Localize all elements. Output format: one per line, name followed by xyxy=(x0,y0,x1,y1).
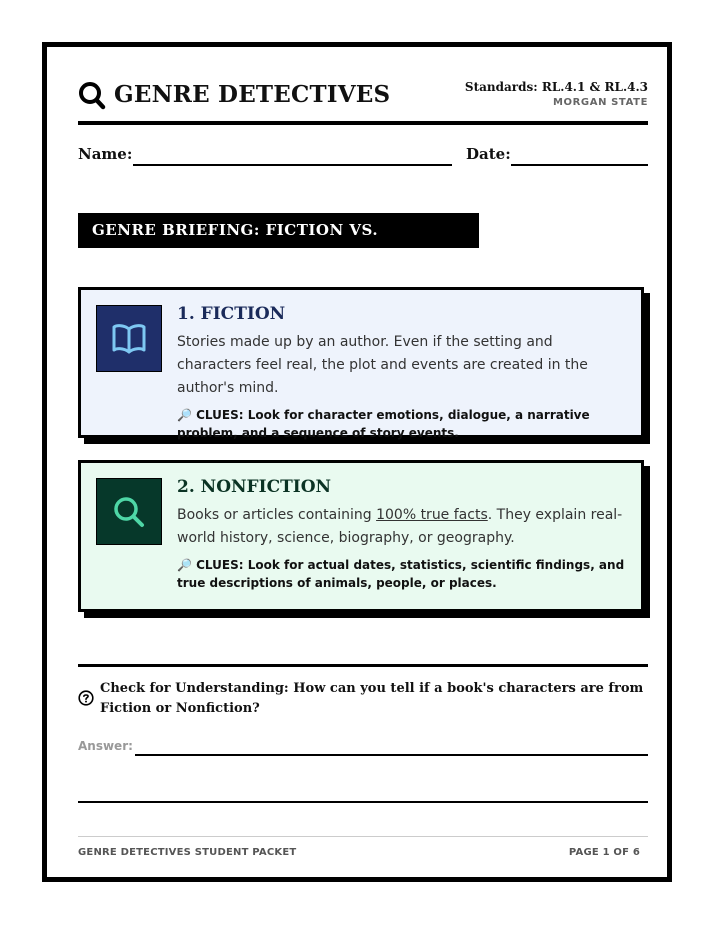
header xyxy=(78,80,648,116)
header-divider xyxy=(78,121,648,125)
date-field[interactable] xyxy=(511,164,648,166)
true-facts-phrase: 100% true facts xyxy=(376,507,488,523)
answer-line-1[interactable] xyxy=(135,754,648,756)
fiction-card xyxy=(78,287,644,438)
nonfiction-description-end: . They explain real-world history, science, biography, or geography. xyxy=(177,507,623,546)
fiction-card-body xyxy=(177,304,627,442)
check-divider xyxy=(78,664,648,667)
school-name: MORGAN STATE xyxy=(552,97,648,108)
section-heading: GENRE BRIEFING: FICTION VS. NONFICTION xyxy=(78,213,479,248)
name-field[interactable] xyxy=(133,164,452,166)
date-label: Date: xyxy=(466,145,511,163)
check-question: Check for Understanding: How can you tell if a book's characters are from Fiction or Nonfiction? xyxy=(100,681,644,716)
magnifier-icon xyxy=(112,495,146,529)
footer-title: GENRE DETECTIVES STUDENT PACKET xyxy=(78,847,297,858)
nonfiction-title: 2. NONFICTION xyxy=(177,477,332,497)
standards-text: Standards: RL.4.1 & RL.4.3 xyxy=(464,80,648,94)
fiction-description: Stories made up by an author. Even if the setting and characters feel real, the plot and events are created in the author's mind. xyxy=(177,334,588,396)
fiction-icon-badge xyxy=(96,305,162,372)
answer-line-2[interactable] xyxy=(78,801,648,803)
open-book-icon xyxy=(111,323,147,355)
nonfiction-clue: 🔎 CLUES: Look for actual dates, statistics, scientific findings, and true descriptions of animals, people, or places. xyxy=(177,558,625,590)
nonfiction-icon-badge xyxy=(96,478,162,545)
fiction-clue: 🔎 CLUES: Look for character emotions, dialogue, a narrative problem, and a sequence of story events. xyxy=(177,408,590,440)
worksheet-page xyxy=(42,42,672,882)
nonfiction-card-body xyxy=(177,477,627,592)
fiction-title: 1. FICTION xyxy=(177,304,286,324)
page-number: PAGE 1 OF 6 xyxy=(568,847,640,858)
footer-divider xyxy=(78,836,648,837)
page-title: GENRE DETECTIVES xyxy=(114,81,391,108)
name-label: Name: xyxy=(78,145,133,163)
answer-label: Answer: xyxy=(78,739,133,753)
nonfiction-card xyxy=(78,460,644,612)
standards-block xyxy=(465,80,648,108)
nonfiction-description-start: Books or articles containing xyxy=(177,507,377,523)
magnifier-icon xyxy=(78,81,106,111)
question-circle-icon xyxy=(78,690,94,706)
nonfiction-description xyxy=(177,504,627,550)
student-info-row xyxy=(78,145,648,169)
